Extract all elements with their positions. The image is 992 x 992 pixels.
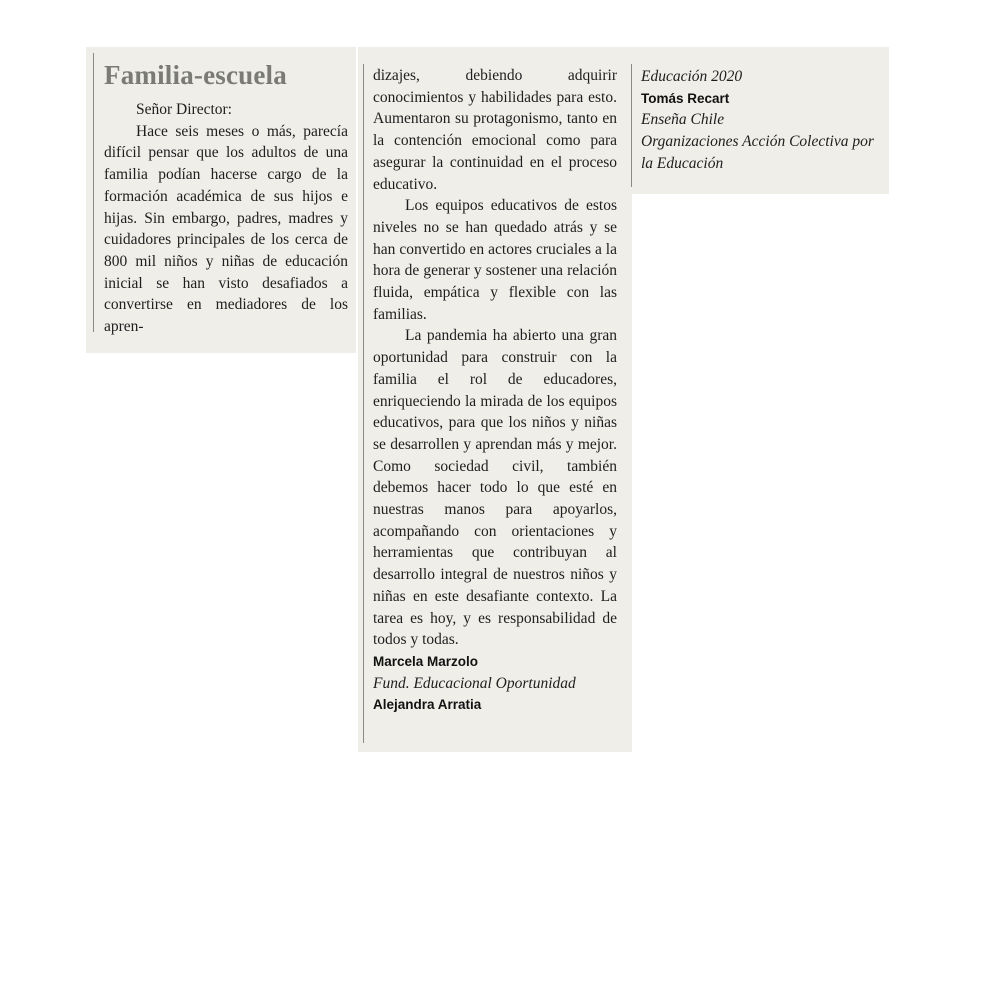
signer-name: Marcela Marzolo <box>373 653 479 669</box>
letter-column-1 <box>104 99 348 338</box>
column-rule <box>631 64 632 187</box>
column-rule <box>93 53 94 332</box>
paragraph-2: Los equipos educativos de estos niveles no se han quedado atrás y se han convertido en actores cruciales a la hora de generar y sostener una relación fluida, empática y flexible con las familias. <box>373 197 617 323</box>
column-rule <box>363 64 364 743</box>
letter-title: Familia-escuela <box>104 60 287 90</box>
closing-organization: Organizaciones Acción Colectiva por la Educación <box>641 133 874 172</box>
paragraph-3: La pandemia ha abierto una gran oportunidad para construir con la familia el rol de educadores, enriqueciendo la mirada de los equipos educativos, para que los niños y niñas se desarrollen y aprendan más y mejor. Como sociedad civil, también debemos hacer todo lo que esté en nuestras manos para apoyarlos, acompañando con orientaciones y herramientas que contribuyan al desarrollo integral de nuestros niños y niñas en este desafiante contexto. La tarea es hoy, y es responsabilidad de todos y todas. <box>373 327 617 649</box>
letter-column-3 <box>641 66 885 175</box>
signer-name: Tomás Recart <box>641 90 730 106</box>
salutation: Señor Director: <box>136 101 232 118</box>
signer-organization: Enseña Chile <box>641 111 725 129</box>
paragraph-1-continued: dizajes, debiendo adquirir conocimientos y habilidades para esto. Aumentaron su protagonismo, tanto en la contención emocional como para asegurar la continuidad en el proceso educativo. <box>373 67 617 193</box>
signer-organization: Educación 2020 <box>641 68 743 85</box>
signer-name: Alejandra Arratia <box>373 697 482 713</box>
signer-organization: Fund. Educacional Oportunidad <box>373 674 576 692</box>
letter-column-2 <box>373 65 617 716</box>
paragraph-1: Hace seis meses o más, parecía difícil pensar que los adultos de una familia podían hacerse cargo de la formación académica de sus hijos e hijas. Sin embargo, padres, madres y cuidadores principales de los cerca de 800 mil niños y niñas de educación inicial se han visto desafiados a convertirse en mediadores de los apren- <box>104 122 348 336</box>
